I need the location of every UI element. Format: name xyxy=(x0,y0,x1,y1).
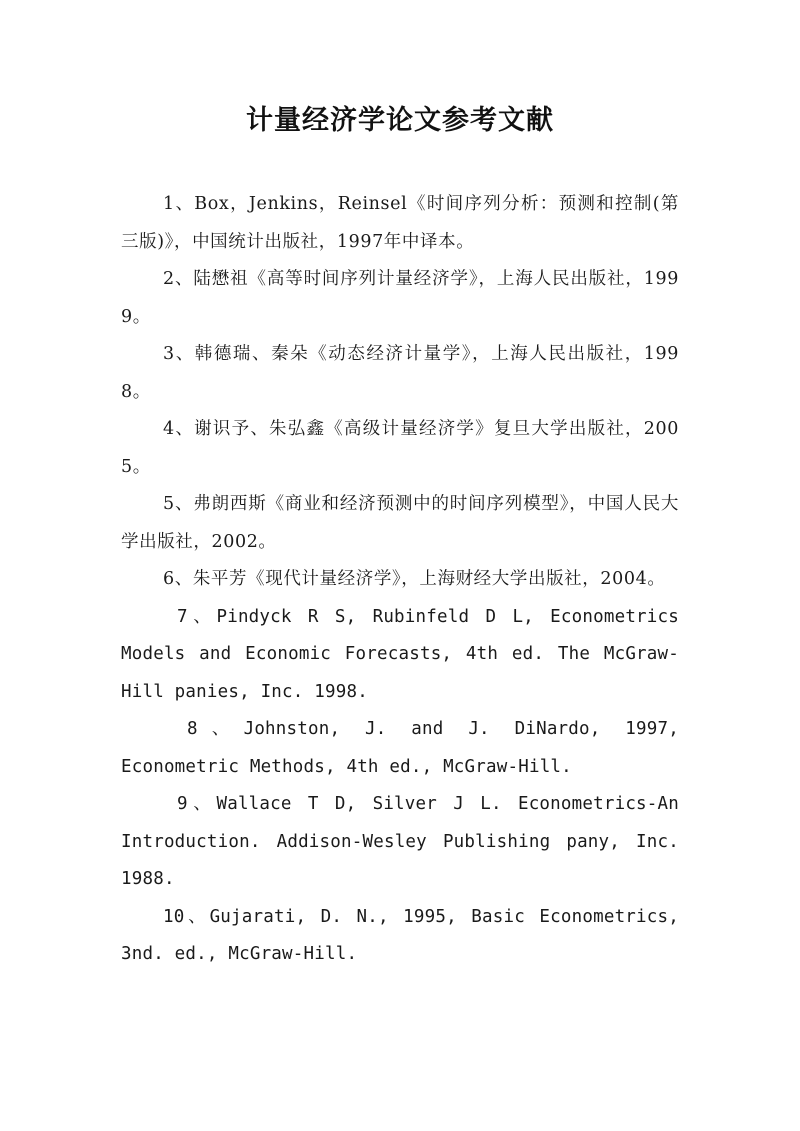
reference-item-4: 4、谢识予、朱弘鑫《高级计量经济学》复旦大学出版社，2005。 xyxy=(121,419,679,477)
reference-item-10: 10、Gujarati, D. N., 1995, Basic Econometrics, 3nd. ed., McGraw-Hill. xyxy=(121,906,679,964)
reference-list xyxy=(121,186,679,974)
reference-item-9: 9、Wallace T D, Silver J L. Econometrics-An Introduction. Addison-Wesley Publishing pany, Inc. 1988. xyxy=(121,794,679,889)
reference-item-7: 7、Pindyck R S, Rubinfeld D L, Econometrics Models and Economic Forecasts, 4th ed. The McGraw-Hill panies, Inc. 1998. xyxy=(121,606,679,702)
document-title: 计量经济学论文参考文献 xyxy=(246,105,554,136)
reference-item-2: 2、陆懋祖《高等时间序列计量经济学》，上海人民出版社，1999。 xyxy=(121,269,679,327)
reference-item-6: 6、朱平芳《现代计量经济学》，上海财经大学出版社，2004。 xyxy=(163,569,666,589)
reference-item-1: 1、Box，Jenkins，Reinsel《时间序列分析：预测和控制(第三版)》，中国统计出版社，1997年中译本。 xyxy=(121,194,679,252)
reference-item-3: 3、韩德瑞、秦朵《动态经济计量学》，上海人民出版社，1998。 xyxy=(121,344,679,402)
reference-item-5: 5、弗朗西斯《商业和经济预测中的时间序列模型》，中国人民大学出版社，2002。 xyxy=(121,494,679,552)
reference-item-8: 8、Johnston, J. and J. DiNardo, 1997, Econometric Methods, 4th ed., McGraw-Hill. xyxy=(121,719,679,777)
